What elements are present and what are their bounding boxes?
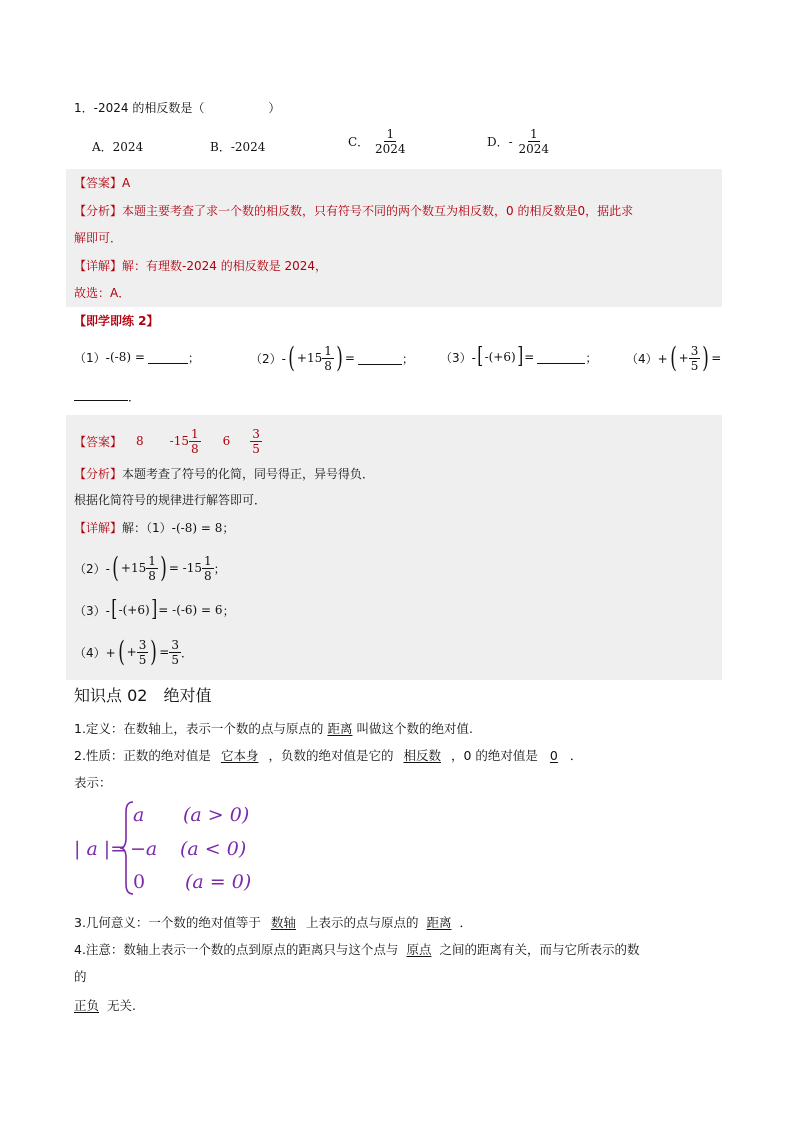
d4-result-fraction <box>169 639 181 666</box>
q1-stem <box>74 99 280 116</box>
d3-label: （3）- <box>74 603 110 618</box>
answer-1: 8 <box>136 434 144 448</box>
right-paren-icon: ) <box>150 635 158 668</box>
practice2-detail-4 <box>74 634 193 670</box>
d3-expr: -(+6) <box>118 603 150 617</box>
note-mid: 之间的距离有关，而与它所表示的数 <box>439 942 640 957</box>
left-paren-icon: ( <box>669 341 677 374</box>
q1-stem-text: 1．-2024 的相反数是（ <box>74 101 205 115</box>
case-3-cond: (a = 0) <box>185 871 252 893</box>
analysis-tag: 【分析】 <box>74 204 123 218</box>
practice2-detail-3 <box>74 595 235 625</box>
prop-fill-1: 它本身 <box>220 748 259 763</box>
case-1-expr: a <box>133 804 145 826</box>
p1-blank[interactable] <box>148 351 188 364</box>
practice2-analysis-line1 <box>74 465 374 482</box>
p4-sign: + <box>678 351 689 365</box>
answer-4-fraction <box>250 428 262 455</box>
fraction-numerator: 1 <box>529 127 538 141</box>
fraction-numerator: 3 <box>690 343 699 358</box>
fraction-numerator: 1 <box>386 127 395 141</box>
d4-sign: + <box>126 645 137 659</box>
right-bracket-icon: ] <box>150 597 157 622</box>
analysis-text: 本题考查了符号的化简，同号得正，异号得负． <box>122 467 375 481</box>
practice2-problem4 <box>626 340 721 376</box>
prop-post: ． <box>569 748 583 763</box>
practice2-title: 【即学即练 2】 <box>74 314 159 328</box>
d4-fraction <box>137 639 149 666</box>
geo-post: ． <box>459 915 472 930</box>
p1-expr: (-8) = <box>109 350 145 364</box>
left-bracket-icon: [ <box>111 597 118 622</box>
right-paren-icon: ) <box>160 551 167 584</box>
note-fill-2: 正负 <box>74 998 100 1013</box>
right-bracket-icon: ] <box>516 344 523 369</box>
q1-stem-close: ） <box>268 101 281 115</box>
abs-lhs: | a |= <box>74 838 127 860</box>
def-post: 叫做这个数的绝对值. <box>356 721 473 736</box>
case-2-cond: (a < 0) <box>180 838 247 860</box>
kp2-note-line3 <box>74 996 136 1014</box>
kp2-geometric-meaning <box>74 913 472 931</box>
left-paren-icon: ( <box>288 341 295 374</box>
prop-fill-3: 0 <box>549 748 558 763</box>
p2-blank[interactable] <box>358 352 402 365</box>
q1-option-d[interactable] <box>487 128 551 155</box>
geo-fill-1: 数轴 <box>270 915 296 930</box>
d4-label: （4）+ <box>74 645 116 660</box>
note-fill-1: 原点 <box>406 942 432 957</box>
q1-option-b[interactable] <box>210 138 265 155</box>
d2-eq: = -15 <box>168 561 203 575</box>
fraction-denominator: 5 <box>252 441 260 456</box>
p4-blank[interactable] <box>74 388 128 401</box>
q1-option-a[interactable] <box>92 138 143 155</box>
kp2-property <box>74 746 582 764</box>
p3-eq: = <box>524 350 535 364</box>
d4-end: ． <box>180 645 193 660</box>
fraction-numerator: 1 <box>190 426 199 441</box>
q1-option-c-fraction <box>373 128 408 155</box>
p2-label: （2）- <box>250 351 286 366</box>
q1-analysis-line1 <box>74 202 633 219</box>
practice2-analysis-line2: 根据化简符号的规律进行解答即可． <box>74 493 267 507</box>
geo-fill-2: 距离 <box>426 915 452 930</box>
p2-end: ； <box>401 351 414 366</box>
q1-option-b-label: B．-2024 <box>210 140 266 154</box>
left-bracket-icon: [ <box>477 344 484 369</box>
practice2-problem3 <box>440 342 597 372</box>
q1-answer <box>74 174 130 191</box>
p3-expr: -(+6) <box>484 350 516 364</box>
fraction-denominator: 5 <box>138 652 147 667</box>
detail-intro: 解：（1）- <box>122 521 176 535</box>
p4-fraction <box>689 345 701 372</box>
fraction-denominator: 8 <box>324 358 332 373</box>
p2-whole: +15 <box>296 351 323 365</box>
practice2-answer <box>74 426 262 456</box>
practice2-detail-2 <box>74 550 226 586</box>
d3-rest: = -(-6) = 6 <box>158 603 223 617</box>
prop-pre: 2.性质：正数的绝对值是 <box>74 748 211 763</box>
kp2-heading: 知识点 02 绝对值 <box>74 686 212 705</box>
fraction-numerator: 3 <box>252 426 260 441</box>
fraction-denominator: 2024 <box>518 142 550 156</box>
geo-mid: 上表示的点与原点的 <box>305 915 419 930</box>
d2-label: （2）- <box>74 561 110 576</box>
d2-whole: +15 <box>120 561 147 575</box>
p1-label: （1）- <box>74 350 110 365</box>
case-2-expr: −a <box>130 838 158 860</box>
d2-fraction <box>146 555 158 582</box>
analysis-text: 本题主要考查了求一个数的相反数，只有符号不同的两个数互为相反数，0 的相反数是0，据此求 <box>122 204 634 218</box>
q1-option-c-label: C． <box>348 135 370 149</box>
q1-solution-panel <box>66 169 722 307</box>
q1-choose: 故选：A． <box>74 286 131 300</box>
fraction-denominator: 8 <box>204 568 212 583</box>
detail-text: 解：有理数-2024 的相反数是 2024， <box>122 259 328 273</box>
fraction-denominator: 2024 <box>375 142 406 156</box>
kp2-note-line2: 的 <box>74 969 87 984</box>
answer-3: 6 <box>222 434 231 448</box>
analysis-tag: 【分析】 <box>74 467 123 481</box>
prop-fill-2: 相反数 <box>403 748 441 763</box>
fraction-denominator: 8 <box>190 441 199 456</box>
answer-tag: 【答案】 <box>74 176 123 190</box>
fraction-numerator: 1 <box>324 343 332 358</box>
kp2-definition <box>74 719 473 737</box>
p4-label: （4）+ <box>626 351 668 366</box>
left-paren-icon: ( <box>112 551 119 584</box>
q1-option-d-fraction <box>517 128 552 155</box>
detail-tag: 【详解】 <box>74 259 123 273</box>
fraction-denominator: 5 <box>690 358 699 373</box>
answer-2-whole: -15 <box>169 434 189 448</box>
answer-tag: 【答案】 <box>74 434 123 449</box>
def-pre: 1.定义：在数轴上，表示一个数的点与原点的 <box>74 721 324 736</box>
detail-tag: 【详解】 <box>74 521 123 535</box>
note-pre: 4.注意：数轴上表示一个数的点到原点的距离只与这个点与 <box>74 942 399 957</box>
p3-blank[interactable] <box>537 351 585 364</box>
def-fill: 距离 <box>327 721 353 736</box>
p2-eq: = <box>344 351 355 365</box>
d3-end: ； <box>222 603 235 618</box>
prop-mid-1: ，负数的绝对值是它的 <box>268 748 394 763</box>
practice2-detail-1 <box>74 519 234 536</box>
practice2-problem2 <box>250 340 414 376</box>
d4-eq: = <box>159 645 170 659</box>
fraction-numerator: 1 <box>148 553 156 568</box>
q1-analysis-line2: 解即可． <box>74 231 123 245</box>
fraction-denominator: 5 <box>171 652 179 667</box>
p3-end: ； <box>585 350 598 365</box>
d2-result-fraction <box>202 555 214 582</box>
d2-end: ； <box>213 561 226 576</box>
kp2-note-line1 <box>74 940 639 958</box>
practice2-problem1 <box>74 342 200 372</box>
geo-pre: 3.几何意义：一个数的绝对值等于 <box>74 915 261 930</box>
d1-end: ； <box>222 521 235 535</box>
q1-option-a-label: A．2024 <box>92 140 144 154</box>
q1-detail <box>74 257 327 274</box>
p4-end: ． <box>128 390 141 404</box>
d1-expr: (-8) = 8 <box>175 521 223 535</box>
fraction-numerator: 3 <box>138 637 147 652</box>
fraction-denominator: 8 <box>148 568 156 583</box>
right-paren-icon: ) <box>702 341 710 374</box>
case-1-cond: (a > 0) <box>183 804 250 826</box>
left-paren-icon: ( <box>117 635 125 668</box>
q1-option-c[interactable] <box>348 128 408 155</box>
p4-eq: = <box>711 351 722 365</box>
note-post: 无关. <box>107 998 136 1013</box>
practice2-problem4-blank-line <box>74 388 140 405</box>
right-paren-icon: ) <box>336 341 343 374</box>
p2-fraction <box>322 345 334 372</box>
p1-end: ； <box>187 350 200 365</box>
prop-mid-2: ，0 的绝对值是 <box>450 748 538 763</box>
p3-label: （3）- <box>440 350 476 365</box>
fraction-numerator: 1 <box>204 553 212 568</box>
kp2-representation-label: 表示： <box>74 775 112 790</box>
answer-value: A <box>122 176 131 190</box>
answer-2-fraction <box>189 428 201 455</box>
fraction-numerator: 3 <box>171 637 179 652</box>
case-3-expr: 0 <box>133 871 146 893</box>
q1-option-d-label: D．- <box>487 135 513 149</box>
